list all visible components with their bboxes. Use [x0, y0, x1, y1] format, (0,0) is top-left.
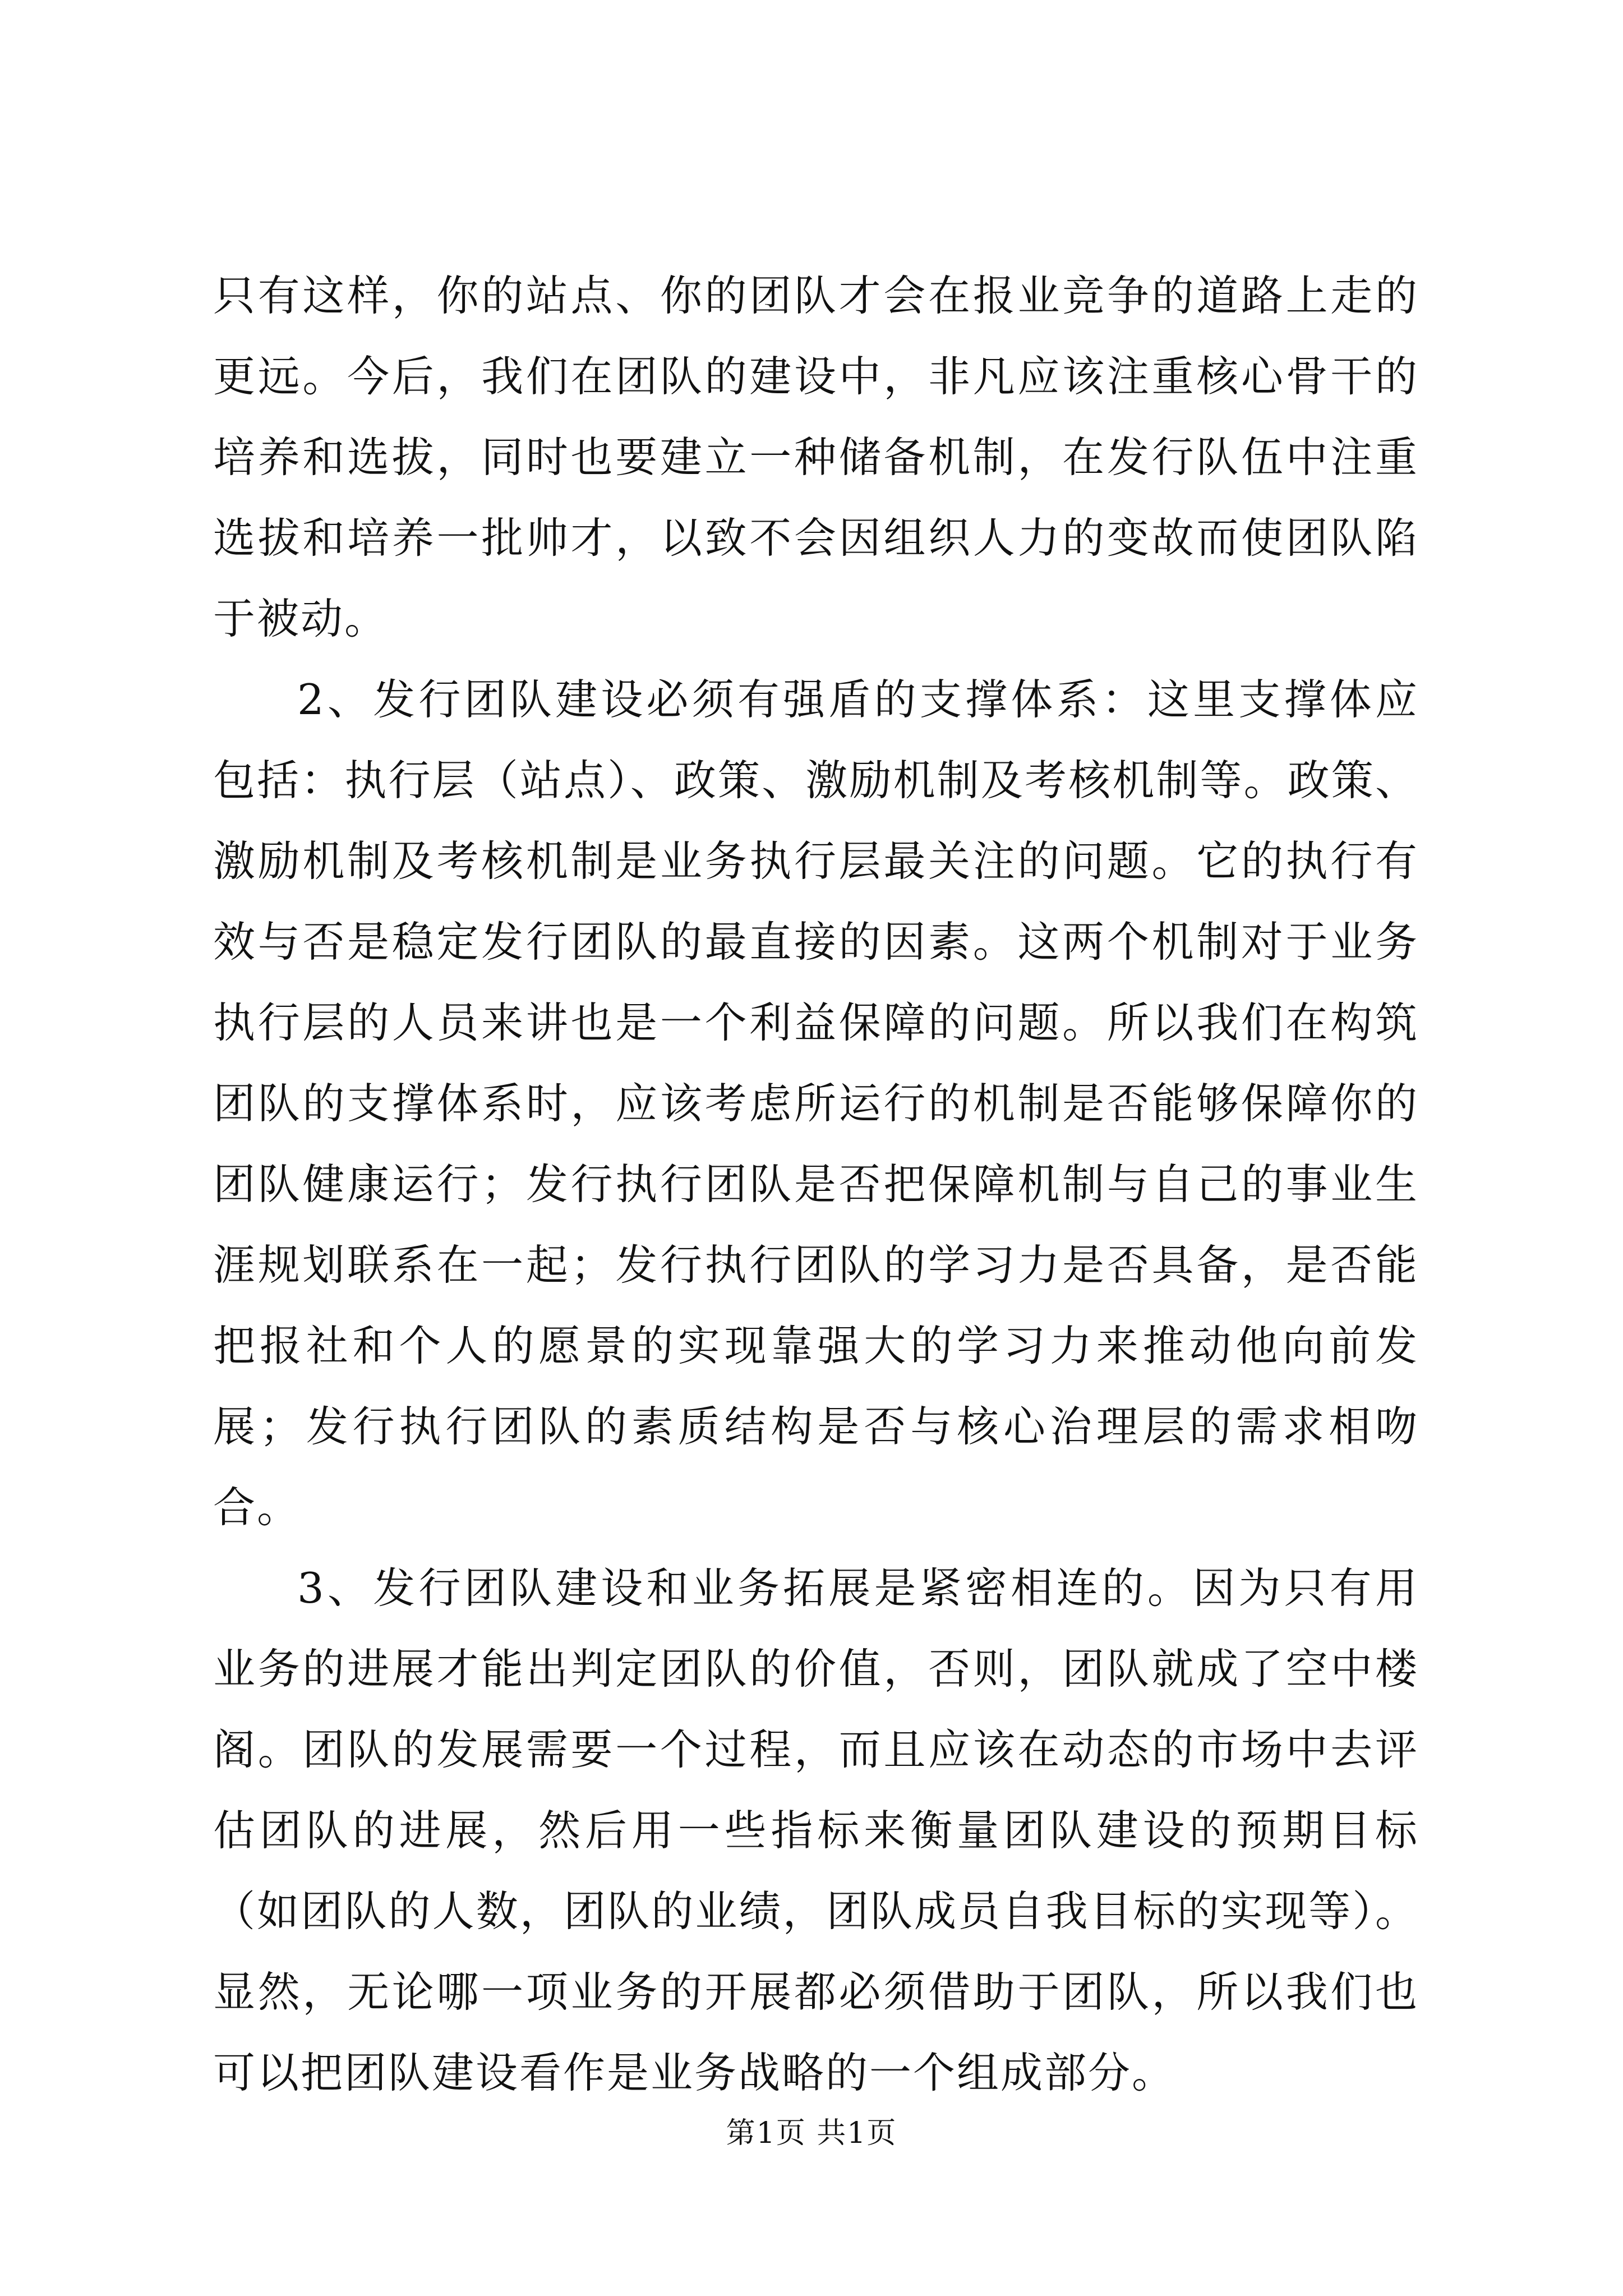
- paragraph-support-system: 2、发行团队建设必须有强盾的支撑体系：这里支撑体应包括：执行层（站点）、政策、激励机制及考核机制等。政策、激励机制及考核机制是业务执行层最关注的问题。它的执行有效与否是稳定发行团队的最直接的因素。这两个机制对于业务执行层的人员来讲也是一个利益保障的问题。所以我们在构筑团队的支撑体系时，应该考虑所运行的机制是否能够保障你的团队健康运行；发行执行团队是否把保障机制与自己的事业生涯规划联系在一起；发行执行团队的学习力是否具备，是否能把报社和个人的愿景的实现靠强大的学习力来推动他向前发展；发行执行团队的素质结构是否与核心治理层的需求相吻合。: [213, 675, 1419, 1532]
- paragraph-business-expansion: 3、发行团队建设和业务拓展是紧密相连的。因为只有用业务的进展才能出判定团队的价值，否则，团队就成了空中楼阁。团队的发展需要一个过程，而且应该在动态的市场中去评估团队的进展，然后用一些指标来衡量团队建设的预期目标（如团队的人数，团队的业绩，团队成员自我目标的实现等）。显然，无论哪一项业务的开展都必须借助于团队，所以我们也可以把团队建设看作是业务战略的一个组成部分。: [213, 1563, 1419, 2097]
- page-footer: 第1页 共1页: [726, 2116, 897, 2150]
- paragraph-continuation: 只有这样，你的站点、你的团队才会在报业竞争的道路上走的更远。今后，我们在团队的建设中，非凡应该注重核心骨干的培养和选拔，同时也要建立一种储备机制，在发行队伍中注重选拔和培养一批帅才，以致不会因组织人力的变故而使团队陷于被动。: [213, 271, 1419, 643]
- document-body: [213, 255, 1419, 2113]
